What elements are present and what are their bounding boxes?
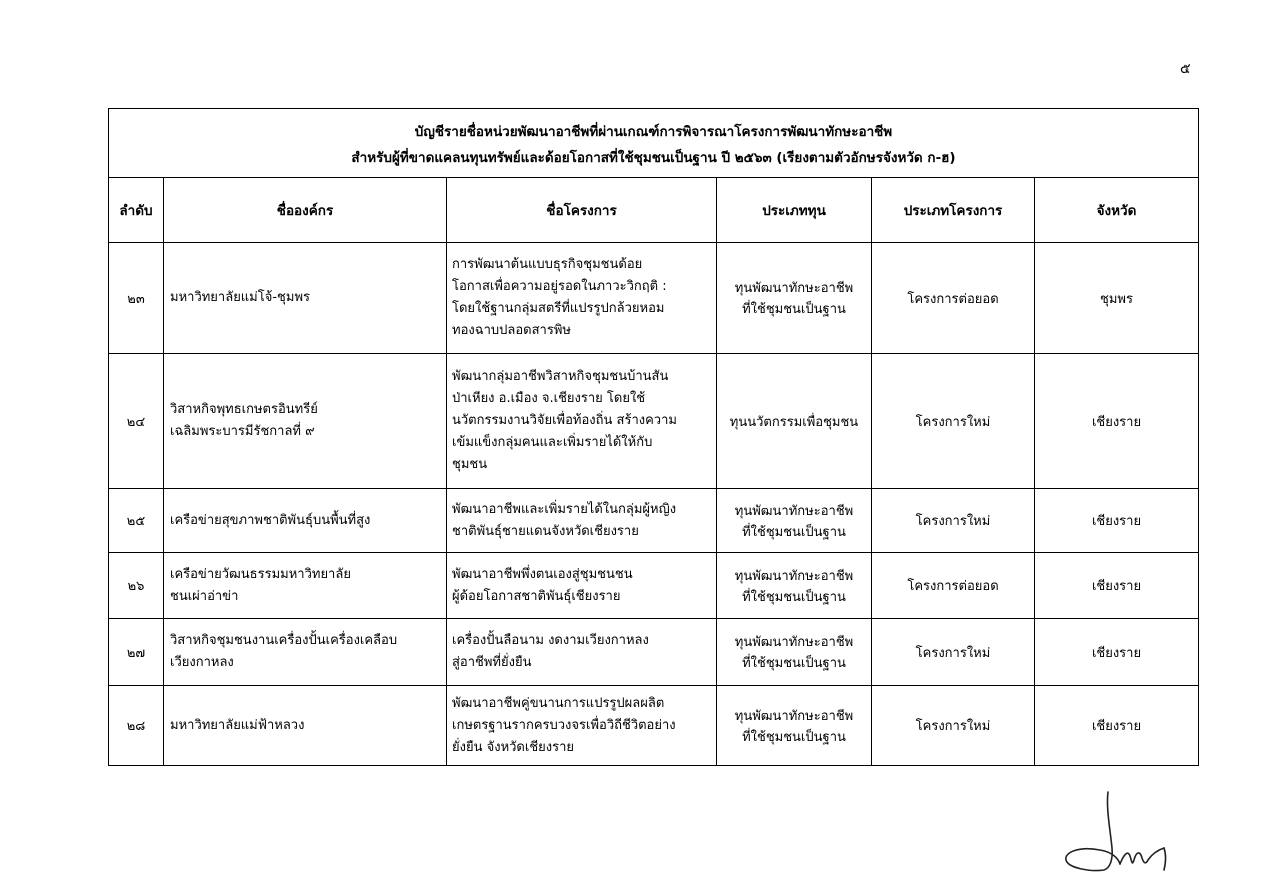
row-project bbox=[447, 243, 717, 354]
row-fund bbox=[717, 619, 872, 686]
row-type: โครงการใหม่ bbox=[872, 619, 1035, 686]
header-org: ชื่อองค์กร bbox=[164, 178, 447, 243]
table-row bbox=[109, 354, 1199, 489]
project-line: โดยใช้ฐานกลุ่มสตรีที่แปรรูปกล้วยหอม bbox=[452, 301, 665, 316]
project-line: สู่อาชีพที่ยั่งยืน bbox=[452, 655, 532, 670]
title-line-1: บัญชีรายชื่อหน่วยพัฒนาอาชีพที่ผ่านเกณฑ์การพิจารณาโครงการพัฒนาทักษะอาชีพ bbox=[414, 124, 893, 140]
row-province: ชุมพร bbox=[1035, 243, 1199, 354]
org-line: เวียงกาหลง bbox=[170, 655, 234, 670]
project-line: การพัฒนาต้นแบบธุรกิจชุมชนด้อย bbox=[452, 257, 643, 272]
row-type: โครงการต่อยอด bbox=[872, 553, 1035, 619]
row-no: ๒๘ bbox=[109, 686, 164, 766]
row-org bbox=[164, 553, 447, 619]
row-org bbox=[164, 686, 447, 766]
row-org bbox=[164, 243, 447, 354]
fund-line: ที่ใช้ชุมชนเป็นฐาน bbox=[742, 302, 846, 317]
project-line: พัฒนากลุ่มอาชีพวิสาหกิจชุมชนบ้านสัน bbox=[452, 369, 669, 384]
row-no: ๒๔ bbox=[109, 354, 164, 489]
signature-image bbox=[1060, 788, 1180, 878]
org-line: เฉลิมพระบารมีรัชกาลที่ ๙ bbox=[170, 424, 315, 439]
row-province: เชียงราย bbox=[1035, 354, 1199, 489]
project-line: ผู้ด้อยโอกาสชาติพันธุ์เชียงราย bbox=[452, 588, 621, 604]
org-line: มหาวิทยาลัยแม่ฟ้าหลวง bbox=[170, 717, 305, 733]
row-project bbox=[447, 354, 717, 489]
header-type: ประเภทโครงการ bbox=[872, 178, 1035, 243]
row-project bbox=[447, 619, 717, 686]
row-project bbox=[447, 686, 717, 766]
org-line: วิสาหกิจชุมชนงานเครื่องปั้นเครื่องเคลือบ bbox=[170, 633, 398, 648]
header-province: จังหวัด bbox=[1035, 178, 1199, 243]
row-type: โครงการใหม่ bbox=[872, 686, 1035, 766]
project-line: พัฒนาอาชีพคู่ขนานการแปรรูปผลผลิต bbox=[452, 695, 665, 711]
table-row bbox=[109, 489, 1199, 553]
fund-line: ที่ใช้ชุมชนเป็นฐาน bbox=[742, 589, 846, 605]
row-fund bbox=[717, 489, 872, 553]
project-line: พัฒนาอาชีพพึ่งตนเองสู่ชุมชนชน bbox=[452, 566, 633, 582]
row-fund bbox=[717, 686, 872, 766]
header-fund: ประเภททุน bbox=[717, 178, 872, 243]
fund-line: ทุนนวัตกรรมเพื่อชุมชน bbox=[729, 414, 859, 430]
table-row bbox=[109, 553, 1199, 619]
row-type: โครงการต่อยอด bbox=[872, 243, 1035, 354]
org-line: ชนเผ่าอ่าข่า bbox=[170, 588, 239, 604]
project-line: พัฒนาอาชีพและเพิ่มรายได้ในกลุ่มผู้หญิง bbox=[452, 501, 677, 517]
table-title bbox=[109, 109, 1199, 178]
header-project: ชื่อโครงการ bbox=[447, 178, 717, 243]
row-no: ๒๓ bbox=[109, 243, 164, 354]
row-fund bbox=[717, 553, 872, 619]
project-line: ชุมชน bbox=[452, 457, 488, 472]
project-line: ยั่งยืน จังหวัดเชียงราย bbox=[452, 739, 575, 755]
row-project bbox=[447, 489, 717, 553]
org-line: เครือข่ายวัฒนธรรมมหาวิทยาลัย bbox=[170, 566, 351, 582]
project-line: ทองฉาบปลอดสารพิษ bbox=[452, 323, 571, 338]
row-province: เชียงราย bbox=[1035, 553, 1199, 619]
org-line: มหาวิทยาลัยแม่โจ้-ชุมพร bbox=[170, 290, 310, 305]
project-line: ป่าเหียง อ.เมือง จ.เชียงราย โดยใช้ bbox=[452, 391, 646, 406]
row-org bbox=[164, 489, 447, 553]
fund-line: ทุนพัฒนาทักษะอาชีพ bbox=[734, 568, 854, 584]
title-line-2: สำหรับผู้ที่ขาดแคลนทุนทรัพย์และด้อยโอกาสที่ใช้ชุมชนเป็นฐาน ปี ๒๕๖๓ (เรียงตามตัวอักษรจังหวัด ก-ฮ) bbox=[351, 150, 956, 166]
row-province: เชียงราย bbox=[1035, 489, 1199, 553]
row-no: ๒๗ bbox=[109, 619, 164, 686]
fund-line: ที่ใช้ชุมชนเป็นฐาน bbox=[742, 729, 846, 745]
row-org bbox=[164, 619, 447, 686]
project-line: โอกาสเพื่อความอยู่รอดในภาวะวิกฤติ : bbox=[452, 279, 667, 294]
fund-line: ทุนพัฒนาทักษะอาชีพ bbox=[734, 281, 854, 296]
project-line: ชาติพันธุ์ชายแดนจังหวัดเชียงราย bbox=[452, 523, 639, 539]
org-line: เครือข่ายสุขภาพชาติพันธุ์บนพื้นที่สูง bbox=[170, 512, 371, 528]
row-no: ๒๕ bbox=[109, 489, 164, 553]
row-type: โครงการใหม่ bbox=[872, 354, 1035, 489]
header-row bbox=[109, 178, 1199, 243]
table-row bbox=[109, 243, 1199, 354]
org-line: วิสาหกิจพุทธเกษตรอินทรีย์ bbox=[170, 402, 318, 417]
fund-line: ทุนพัฒนาทักษะอาชีพ bbox=[734, 503, 854, 519]
table-row bbox=[109, 686, 1199, 766]
row-province: เชียงราย bbox=[1035, 619, 1199, 686]
row-type: โครงการใหม่ bbox=[872, 489, 1035, 553]
header-no: ลำดับ bbox=[109, 178, 164, 243]
row-project bbox=[447, 553, 717, 619]
fund-line: ที่ใช้ชุมชนเป็นฐาน bbox=[742, 524, 846, 540]
row-fund bbox=[717, 243, 872, 354]
row-no: ๒๖ bbox=[109, 553, 164, 619]
project-line: เครื่องปั้นลือนาม งดงามเวียงกาหลง bbox=[452, 633, 649, 648]
project-list-table bbox=[108, 108, 1199, 766]
project-line: เข้มแข็งกลุ่มคนและเพิ่มรายได้ให้กับ bbox=[452, 435, 653, 450]
row-province: เชียงราย bbox=[1035, 686, 1199, 766]
fund-line: ที่ใช้ชุมชนเป็นฐาน bbox=[742, 656, 846, 671]
project-line: นวัตกรรมงานวิจัยเพื่อท้องถิ่น สร้างความ bbox=[452, 413, 677, 428]
fund-line: ทุนพัฒนาทักษะอาชีพ bbox=[734, 635, 854, 650]
table-row bbox=[109, 619, 1199, 686]
row-org bbox=[164, 354, 447, 489]
project-line: เกษตรฐานรากครบวงจรเพื่อวิถีชีวิตอย่าง bbox=[452, 717, 676, 733]
row-fund bbox=[717, 354, 872, 489]
fund-line: ทุนพัฒนาทักษะอาชีพ bbox=[734, 708, 854, 724]
page-number: ๕ bbox=[1180, 61, 1191, 77]
